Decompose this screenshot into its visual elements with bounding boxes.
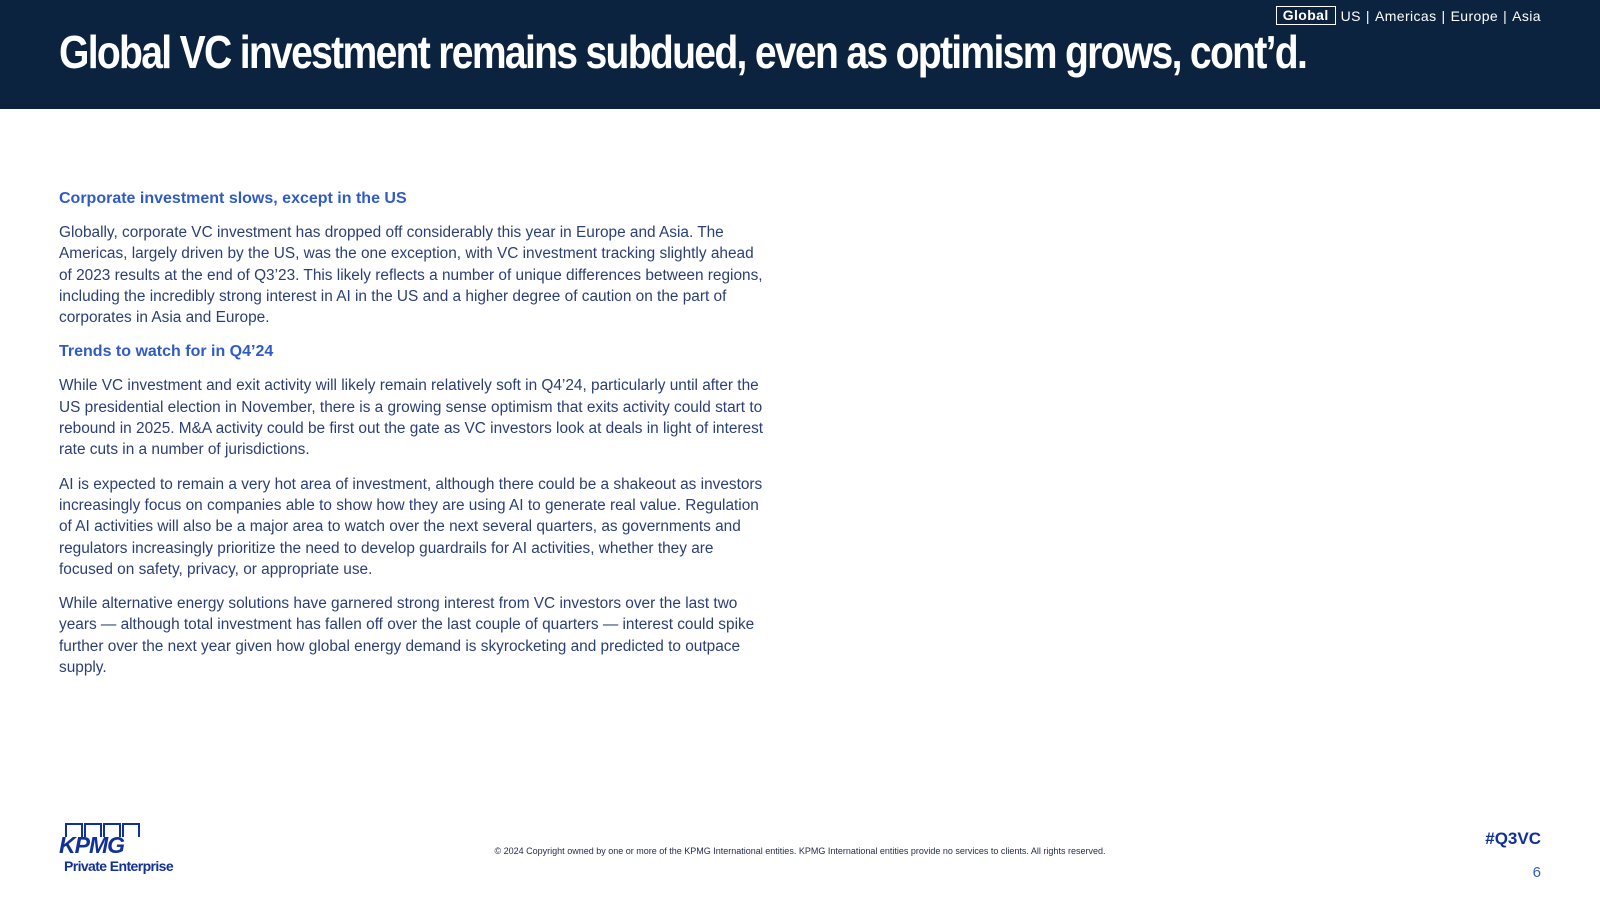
page-header <box>0 0 1600 109</box>
paragraph-trends-exits: While VC investment and exit activity will likely remain relatively soft in Q4’24, particularly until after the US presidential election in November, there is a growing sense optimism that exits activity could start to rebound in 2025. M&A activity could be first out the gate as VC investors look at deals in light of interest rate cuts in a number of jurisdictions. <box>59 377 764 459</box>
logo-wordmark: KPMG <box>59 832 124 858</box>
page-number: 6 <box>1532 864 1541 881</box>
section-heading-corporate: Corporate investment slows, except in the US <box>59 190 407 207</box>
section-heading-trends: Trends to watch for in Q4’24 <box>59 343 274 361</box>
region-tab-us[interactable]: US <box>1340 7 1361 24</box>
paragraph-trends-energy: While alternative energy solutions have garnered strong interest from VC investors over the last two years — although total investment has fallen off over the last couple of quarters — interest could spike further over the next year given how global energy demand is skyrocketing and predicted to outpace supply. <box>59 595 755 677</box>
region-tab-americas[interactable]: Americas <box>1374 7 1437 24</box>
nav-separator: | <box>1503 7 1508 24</box>
copyright-notice: © 2024 Copyright owned by one or more of the KPMG International entities. KPMG International entities provide no services to clients. All rights reserved. <box>494 846 1106 856</box>
region-tab-europe[interactable]: Europe <box>1450 7 1499 24</box>
logo-subtext: Private Enterprise <box>64 858 174 874</box>
nav-separator: | <box>1441 7 1446 24</box>
region-nav <box>1276 6 1541 25</box>
hashtag-label: #Q3VC <box>1485 829 1541 848</box>
region-tab-global[interactable]: Global <box>1276 6 1336 25</box>
main-content <box>59 188 769 691</box>
page-title: Global VC investment remains subdued, even as optimism grows, cont’d. <box>59 26 1307 78</box>
paragraph-trends-ai: AI is expected to remain a very hot area of investment, although there could be a shakeout as investors increasingly focus on companies able to show how they are using AI to generate real value. Regulation of AI activities will also be a major area to watch over the next several quarters, as governments and regulators increasingly prioritize the need to develop guardrails for AI activities, whether they are focused on safety, privacy, or appropriate use. <box>59 475 763 578</box>
region-tab-asia[interactable]: Asia <box>1512 7 1541 24</box>
paragraph-corporate: Globally, corporate VC investment has dropped off considerably this year in Europe and Asia. The Americas, largely driven by the US, was the one exception, with VC investment tracking slightly ahead of 2023 results at the end of Q3’23. This likely reflects a number of unique differences between regions, including the incredibly strong interest in AI in the US and a higher degree of caution on the part of corporates in Asia and Europe. <box>59 224 763 327</box>
nav-separator: | <box>1365 7 1370 24</box>
